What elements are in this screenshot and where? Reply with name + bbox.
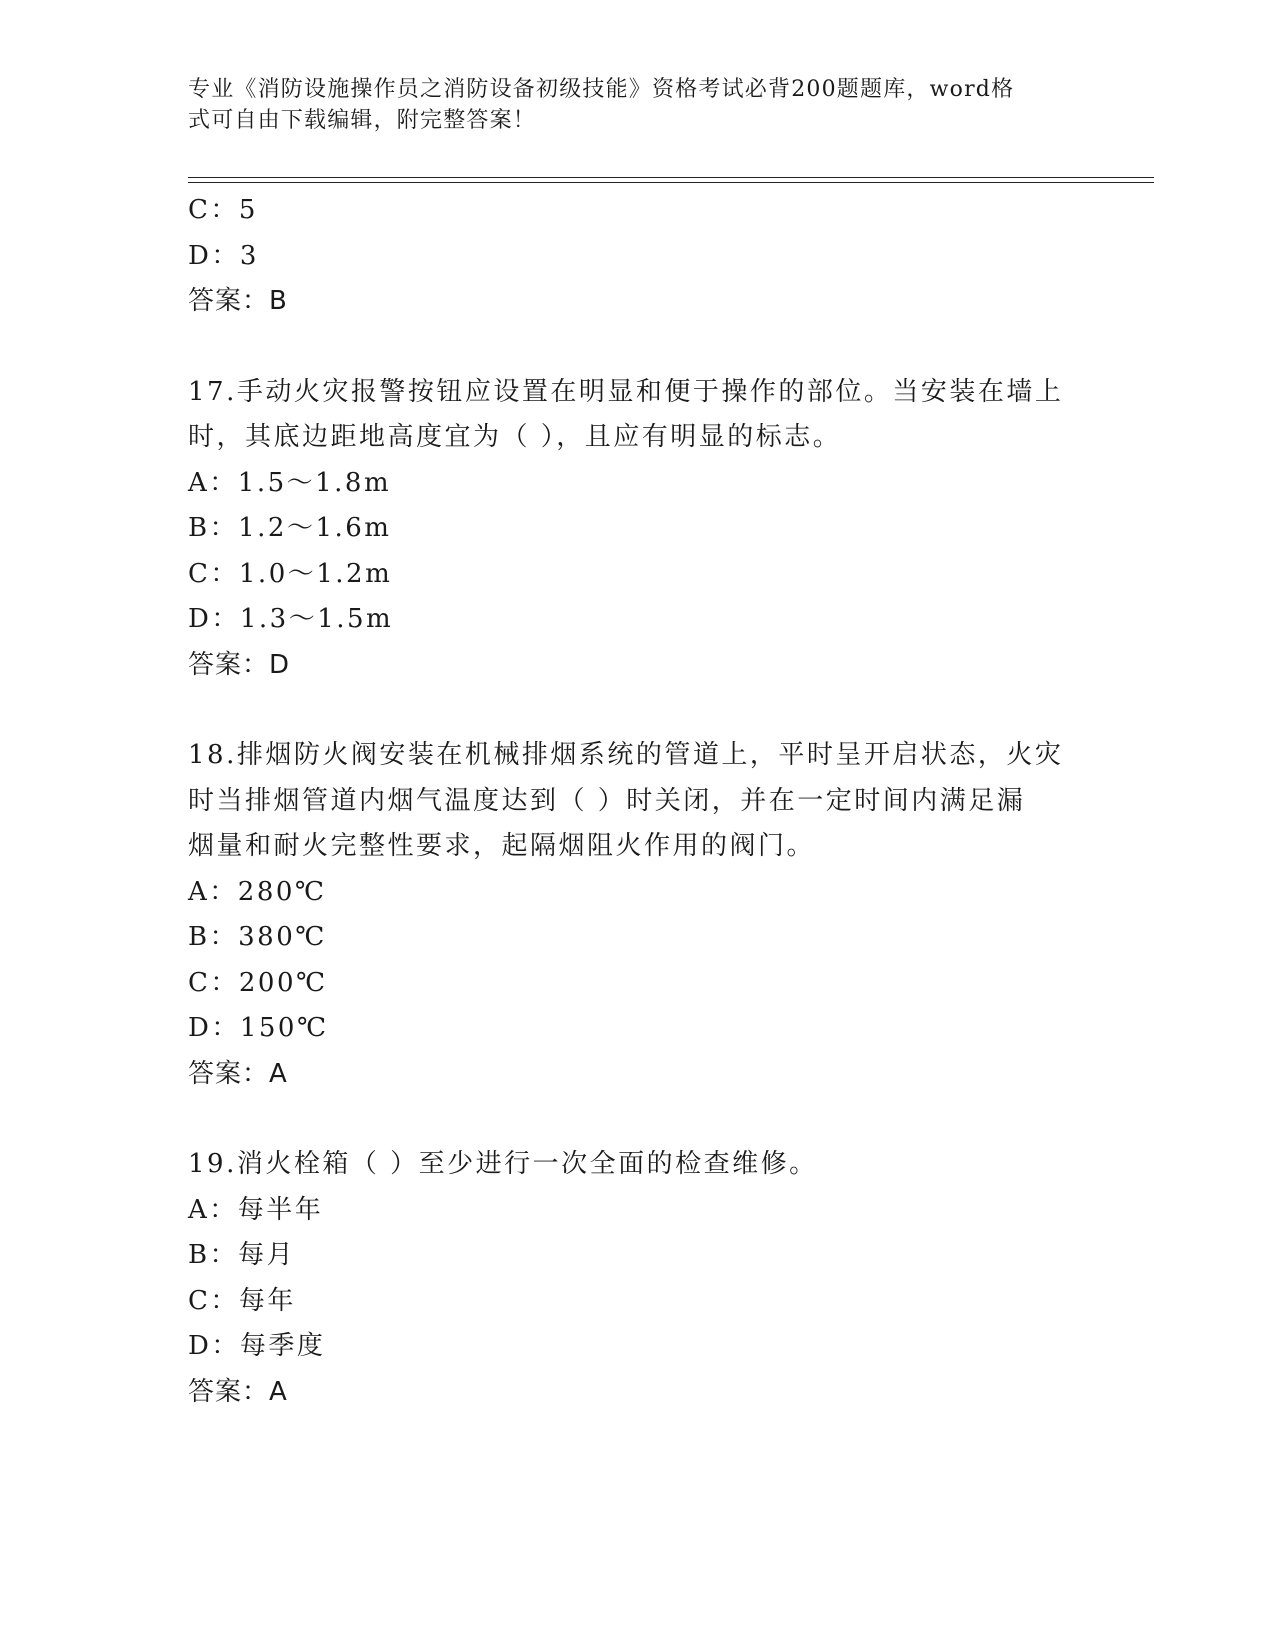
question-stem: 时当排烟管道内烟气温度达到（ ）时关闭，并在一定时间内满足漏: [188, 785, 1026, 816]
option-d: D：3: [188, 240, 259, 271]
question-stem: 17.手动火灾报警按钮应设置在明显和便于操作的部位。当安装在墙上: [188, 376, 1064, 407]
answer-line: 答案：A: [188, 1376, 288, 1407]
question-list: [188, 188, 1088, 1415]
question-stem: 18.排烟防火阀安装在机械排烟系统的管道上，平时呈开启状态，火灾: [188, 740, 1064, 770]
question-19: [188, 1142, 1088, 1415]
option-d: D：150℃: [188, 1013, 329, 1043]
question-18: [188, 733, 1088, 1097]
option-d: D：每季度: [188, 1331, 326, 1361]
option-c: C：200℃: [188, 967, 328, 998]
option-b: B：每月: [188, 1240, 296, 1270]
question-17: [188, 370, 1088, 689]
option-a: A：每半年: [188, 1194, 324, 1225]
question-stem: 烟量和耐火完整性要求，起隔烟阻火作用的阀门。: [188, 831, 816, 861]
answer-line: 答案：D: [188, 649, 291, 680]
document-header: [188, 74, 1068, 136]
question-stem: 19.消火栓箱（ ）至少进行一次全面的检查维修。: [188, 1149, 818, 1179]
option-b: B：1.2～1.6m: [188, 513, 392, 543]
question-stem: 时，其底边距地高度宜为（ ），且应有明显的标志。: [188, 422, 842, 452]
option-b: B：380℃: [188, 922, 327, 952]
header-divider-top: [188, 177, 1154, 178]
header-line-1: 专业《消防设施操作员之消防设备初级技能》资格考试必背200题题库，word格: [188, 77, 1015, 102]
header-line-2: 式可自由下载编辑，附完整答案！: [188, 108, 537, 133]
option-c: C：每年: [188, 1285, 296, 1316]
answer-line: 答案：B: [188, 286, 288, 316]
option-c: C：1.0～1.2m: [188, 558, 393, 589]
previous-question-tail: [188, 188, 1088, 325]
option-d: D：1.3～1.5m: [188, 604, 394, 634]
option-a: A：280℃: [188, 876, 327, 907]
option-c: C：5: [188, 195, 258, 225]
answer-line: 答案：A: [188, 1058, 288, 1089]
option-a: A：1.5～1.8m: [188, 467, 392, 498]
header-divider-bottom: [188, 182, 1154, 183]
